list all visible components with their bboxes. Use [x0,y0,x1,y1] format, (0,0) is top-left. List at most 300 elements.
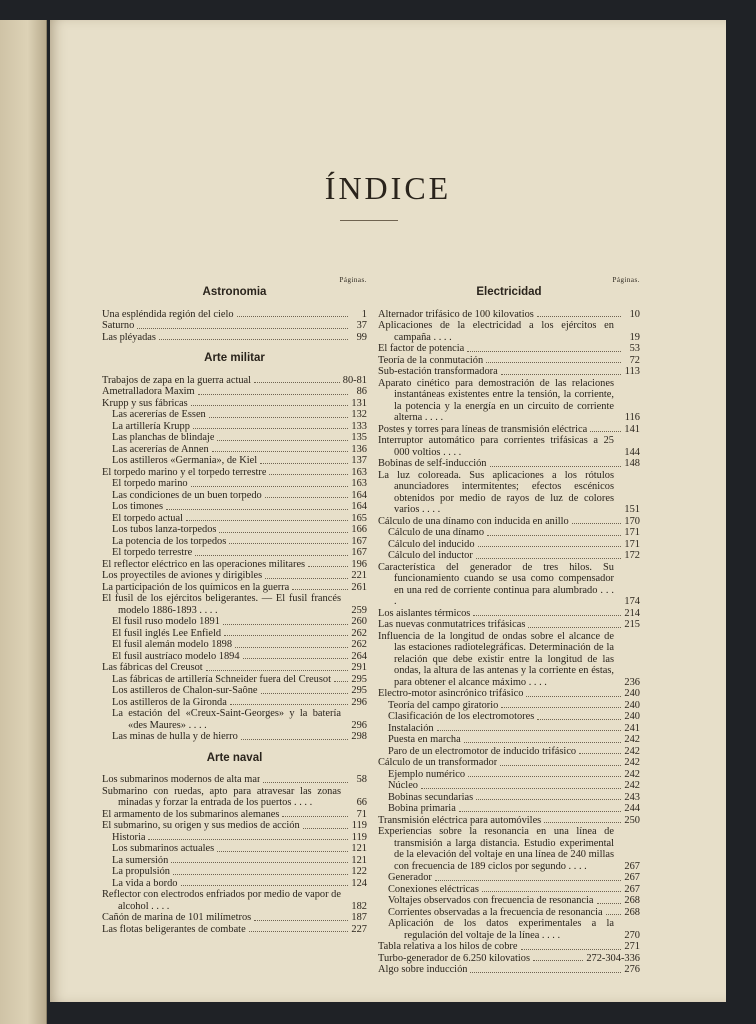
entry-title: Los timones [112,501,164,512]
index-entry [102,866,367,878]
left-page-edge [0,20,47,1024]
dot-leader [486,362,621,363]
entry-title: Instalación [388,722,434,734]
dot-leader [473,615,621,616]
index-entry [378,872,640,884]
entry-title: Experiencias sobre la resonancia en una línea de transmisión a larga distancia. Estudio experimental de la elevación del voltaje en una línea de 240 millas con frecuencia de 189 ciclos por segundo . . . . [378,826,614,872]
index-entry [102,570,367,582]
entry-title: Turbo-generador de 6.250 kilovatios [378,952,530,964]
entry-page: 236 [624,676,640,688]
dot-leader [467,351,621,352]
dot-leader [476,558,621,559]
paginas-label-right: Páginas. [612,276,640,284]
index-entry [102,628,367,640]
entry-title: La artillería Krupp [112,420,190,432]
entry-title: Clasificación de los electromotores [388,711,535,722]
entry-page: 250 [624,814,640,826]
index-entry [102,536,367,548]
entry-page: 242 [624,780,640,791]
dot-leader [219,532,348,533]
entry-page: 240 [624,699,640,711]
entry-title: El torpedo actual [112,512,183,524]
entry-title: Las condiciones de un buen torpedo [112,489,262,501]
entry-page: 167 [351,547,367,558]
entry-title: El factor de potencia [378,343,465,354]
entry-title: Los tubos lanza-torpedos [112,524,217,535]
entry-title: Teoría del campo giratorio [388,699,499,711]
index-entry [102,832,367,844]
index-entry [102,524,367,536]
dot-leader [217,440,348,441]
entry-title: El torpedo marino y el torpedo terrestre [102,466,267,478]
entry-title: Submarino con ruedas, apto para atravesar las zonas minadas y forzar la entrada de los puertos . . . . [102,785,341,808]
index-entry [378,470,640,516]
entry-title: Krupp y sus fábricas [102,397,188,409]
entry-title: Bobinas secundarias [388,791,474,803]
entry-title: Saturno [102,320,135,331]
dot-leader [482,891,621,892]
entry-title: Ametralladora Maxim [102,386,195,397]
entry-page: 132 [351,409,367,420]
entry-page: 296 [351,719,367,731]
entry-page: 259 [351,604,367,616]
entry-title: La sumersión [112,854,169,866]
dot-leader [303,828,348,829]
index-entry [378,458,640,470]
entry-title: Cálculo del inductor [388,550,473,561]
dot-leader [421,788,621,789]
entry-title: El fusil inglés Lee Enfield [112,627,222,639]
dot-leader [230,704,348,705]
entry-page: 163 [351,478,367,489]
entry-title: Los astilleros «Germania», de Kiel [112,455,258,466]
index-entry [102,455,367,467]
dot-leader [459,811,621,812]
index-entry [102,375,367,387]
entry-page: 187 [351,912,367,923]
index-entry [378,941,640,953]
entry-title: Las fábricas de artillería Schneider fuera del Creusot [112,673,331,685]
index-entry [102,651,367,663]
entry-title: Interruptor automático para corrientes trifásicas a 25 000 voltios . . . . [378,435,614,458]
dot-leader [217,851,348,852]
entry-title: El fusil ruso modelo 1891 [112,616,220,627]
dot-leader [476,799,621,800]
dot-leader [212,451,348,452]
dot-leader [235,647,348,648]
dot-leader [606,914,621,915]
entry-title: Puesta en marcha [388,734,461,745]
entry-title: El armamento de los submarinos alemanes [102,808,280,820]
entry-title: Los astilleros de la Gironda [112,696,227,708]
index-entry [378,309,640,321]
entry-title: El torpedo marino [112,478,188,489]
dot-leader [468,776,621,777]
entry-title: Cálculo de un transformador [378,757,498,768]
index-entry [102,843,367,855]
section-heading-arte-naval: Arte naval [206,751,263,764]
dot-leader [533,960,583,961]
entry-page: 119 [351,831,367,843]
entry-page: 19 [629,331,640,343]
entry-title: Influencia de la longitud de ondas sobre el alcance de las estaciones radiotelegráficas. Determinación de la relación que debe existir entre la longitud de las ondas, la altura de las antenas y la corriente en éstas, para obtener el alcance máximo . . . . [378,630,614,688]
index-entry [102,855,367,867]
index-entry [378,953,640,965]
index-entry [102,320,367,332]
entry-page: 295 [351,673,367,685]
section-heading-astronomia: Astronomia [202,286,267,298]
index-entry [102,593,367,616]
index-entry [102,731,367,743]
entry-title: La estación del «Creux-Saint-Georges» y la batería «des Maures» . . . . [112,708,341,731]
entry-title: Sub-estación transformadora [378,366,498,377]
index-entry [378,918,640,941]
dot-leader [148,839,348,840]
dot-leader [254,920,348,921]
entry-title: Aplicación de los datos experimentales a la regulación del voltaje de la línea . . . . [388,918,614,941]
entry-page: 86 [356,386,367,397]
entry-page: 167 [351,535,367,547]
entry-page: 242 [624,768,640,780]
index-entry [102,386,367,398]
index-entry [378,527,640,539]
entry-title: Las flotas beligerantes de combate [102,923,246,935]
entry-page: 170 [624,515,640,527]
entry-page: 124 [351,877,367,889]
entry-page: 164 [351,489,367,501]
dot-leader [241,739,348,740]
entry-title: Algo sobre inducción [378,964,468,975]
entry-title: La participación de los químicos en la guerra [102,581,290,593]
entry-title: El submarino, su origen y sus medios de acción [102,820,300,831]
index-entry [378,355,640,367]
entry-page: 166 [351,524,367,535]
entry-title: Los aislantes térmicos [378,607,471,619]
entry-title: Paro de un electromotor de inducido trifásico [388,745,577,757]
dot-leader [260,463,348,464]
entry-page: 174 [624,596,640,607]
index-entry [102,467,367,479]
dot-leader [501,707,621,708]
index-entry [378,631,640,689]
entry-page: 227 [351,923,367,935]
entry-page: 291 [351,662,367,673]
index-entry [102,809,367,821]
index-entry [102,547,367,559]
index-entry [102,432,367,444]
index-entry [378,734,640,746]
entry-page: 242 [624,745,640,757]
entry-page: 80-81 [342,374,367,386]
dot-leader [198,394,348,395]
index-entry [378,826,640,872]
entry-page: 268 [624,895,640,906]
index-entry [378,539,640,551]
dot-leader [435,880,621,881]
index-entry [378,746,640,758]
index-entry [102,490,367,502]
index-entry [378,619,640,631]
dot-leader [166,509,348,510]
dot-leader [249,931,348,932]
index-entry [102,889,367,912]
book-page [50,20,726,1002]
entry-title: El fusil alemán modelo 1898 [112,639,233,650]
index-entry [102,398,367,410]
index-entry [378,700,640,712]
entry-page: 148 [624,458,640,469]
entry-title: Electro-motor asincrónico trifásico [378,688,524,699]
entry-title: La potencia de los torpedos [112,535,227,547]
entry-title: Conexiones eléctricas [388,883,479,895]
dot-leader [243,658,348,659]
entry-title: El torpedo terrestre [112,547,193,558]
entry-page: 268 [624,906,640,918]
entry-page: 267 [624,883,640,895]
entry-page: 122 [351,866,367,877]
entry-page: 66 [356,797,367,808]
index-entry [102,559,367,571]
dot-leader [579,753,621,754]
entry-page: 298 [351,731,367,742]
dot-leader [269,474,348,475]
entry-page: 240 [624,688,640,699]
entry-title: Las planchas de blindaje [112,432,215,443]
entry-page: 10 [629,308,640,320]
entry-title: Los submarinos modernos de alta mar [102,774,261,785]
dot-leader [597,903,621,904]
entry-title: Los submarinos actuales [112,843,215,854]
index-entry [102,708,367,731]
index-entry [102,582,367,594]
entry-title: Cálculo del inducido [388,538,475,550]
index-entry [378,964,640,976]
paginas-label-left: Páginas. [339,276,367,284]
dot-leader [137,328,348,329]
entry-page: 270 [624,929,640,941]
dot-leader [308,566,348,567]
left-column [102,275,367,935]
entry-page: 260 [351,616,367,627]
index-entry [378,723,640,735]
dot-leader [181,885,349,886]
dot-leader [159,339,348,340]
dot-leader [526,696,621,697]
entry-page: 241 [624,722,640,734]
index-entry [102,697,367,709]
index-entry [378,608,640,620]
dot-leader [223,624,348,625]
dot-leader [537,316,621,317]
entry-page: 113 [624,366,640,377]
dot-leader [173,874,348,875]
entry-page: 172 [624,550,640,561]
dot-leader [528,627,621,628]
entry-title: Reflector con electrodos enfriados por medio de vapor de alcohol . . . . [102,889,341,912]
entry-title: Las nuevas conmutatrices trifásicas [378,619,526,630]
entry-title: Núcleo [388,780,419,791]
index-entry [102,444,367,456]
entry-title: Característica del generador de tres hilos. Su funcionamiento cuando se usa como compensador en una red de corriente continua para alumbrado . . . . [378,561,614,607]
index-entry [102,309,367,321]
index-entry [378,907,640,919]
index-entry [378,803,640,815]
dot-leader [590,431,621,432]
entry-title: Tabla relativa a los hilos de cobre [378,941,518,952]
entry-page: 271 [624,941,640,952]
dot-leader [186,520,348,521]
index-entry [378,711,640,723]
entry-title: Transmisión eléctrica para automóviles [378,814,542,826]
entry-title: Bobina primaria [388,803,456,814]
dot-leader [237,316,348,317]
entry-title: El reflector eléctrico en las operaciones militares [102,558,306,570]
entry-page: 242 [624,757,640,768]
entry-page: 121 [351,854,367,866]
dot-leader [263,782,348,783]
dot-leader [265,497,348,498]
entry-page: 144 [624,446,640,458]
dot-leader [334,681,348,682]
entry-page: 151 [624,504,640,515]
entry-page: 262 [351,627,367,639]
dot-leader [470,972,621,973]
entry-title: Ejemplo numérico [388,768,466,780]
dot-leader [193,428,348,429]
dot-leader [261,693,348,694]
entry-page: 240 [624,711,640,722]
entry-title: Cálculo de una dínamo con inducida en anillo [378,515,569,527]
entry-page: 221 [351,570,367,581]
entry-title: Teoría de la conmutación [378,354,484,366]
index-entry [378,550,640,562]
index-entry [378,769,640,781]
entry-page: 276 [624,964,640,975]
dot-leader [191,486,348,487]
index-entry [378,562,640,608]
index-entry [378,895,640,907]
entry-page: 242 [624,734,640,745]
entry-page: 272-304-336 [586,952,640,964]
dot-leader [206,670,348,671]
index-entry [378,343,640,355]
entry-page: 295 [351,685,367,696]
index-entry [102,478,367,490]
entry-title: Corrientes observadas a la frecuencia de resonancia [388,906,603,918]
entry-title: Trabajos de zapa en la guerra actual [102,374,252,386]
section-heading-electricidad: Electricidad [476,286,542,298]
dot-leader [490,466,622,467]
entry-page: 244 [624,803,640,814]
index-entry [378,884,640,896]
entry-page: 72 [629,354,640,366]
dot-leader [521,949,622,950]
index-entry [102,878,367,890]
entry-title: Aparato cinético para demostración de las relaciones instantáneas existentes entre la tensión, la corriente, la potencia y la energía en un circuito de corriente alterna . . . . [378,377,614,423]
index-entry [102,685,367,697]
entry-title: Las pléyadas [102,331,156,343]
index-entry [378,424,640,436]
entry-title: Cálculo de una dínamo [388,527,485,538]
index-entry [378,780,640,792]
index-entry [102,786,367,809]
entry-page: 135 [351,432,367,443]
dot-leader [224,635,348,636]
entry-title: El fusil austríaco modelo 1894 [112,650,240,662]
entry-page: 264 [351,650,367,662]
index-entry [378,688,640,700]
section-heading-arte-militar: Arte militar [204,352,265,364]
index-entry [102,616,367,628]
entry-page: 243 [624,791,640,803]
entry-title: La propulsión [112,866,171,877]
entry-title: Postes y torres para líneas de transmisión eléctrica [378,423,588,435]
entry-page: 137 [351,455,367,466]
entry-page: 121 [351,843,367,854]
index-entry [102,409,367,421]
entry-page: 141 [624,423,640,435]
dot-leader [265,578,348,579]
entry-page: 261 [351,581,367,593]
right-column [378,275,640,976]
index-entry [102,820,367,832]
dot-leader [171,862,348,863]
dot-leader [195,555,348,556]
index-entry [102,513,367,525]
entry-title: Historia [112,831,146,843]
entry-page: 37 [356,320,367,331]
dot-leader [478,546,621,547]
entry-page: 262 [351,639,367,650]
entry-page: 165 [351,512,367,524]
entry-title: Voltajes observados con frecuencia de resonancia [388,895,594,906]
index-entry [378,435,640,458]
entry-page: 214 [624,607,640,619]
entry-page: 1 [361,308,367,320]
dot-leader [572,523,621,524]
entry-page: 53 [629,343,640,354]
index-entry [102,662,367,674]
index-entry [378,757,640,769]
entry-title: El fusil de los ejércitos beligerantes. — El fusil francés modelo 1886-1893 . . . . [102,593,341,616]
dot-leader [537,719,621,720]
entry-page: 116 [624,412,640,423]
entry-page: 58 [356,774,367,785]
entry-page: 196 [351,558,367,570]
entry-page: 133 [351,420,367,432]
page-title: ÍNDICE [324,170,452,206]
index-entry [102,774,367,786]
entry-title: Generador [388,872,432,883]
entry-page: 182 [351,900,367,912]
dot-leader [487,535,621,536]
entry-page: 71 [356,808,367,820]
dot-leader [464,742,621,743]
index-entry [102,639,367,651]
dot-leader [229,543,348,544]
entry-title: Las acererías de Annen [112,443,209,455]
entry-title: Las acererías de Essen [112,409,206,420]
entry-page: 267 [624,872,640,883]
index-entry [102,501,367,513]
dot-leader [282,816,348,817]
entry-page: 131 [351,397,367,409]
entry-page: 296 [351,696,367,708]
entry-title: Los proyectiles de aviones y dirigibles [102,570,263,581]
entry-page: 136 [351,443,367,455]
index-entry [378,516,640,528]
entry-page: 99 [356,331,367,343]
